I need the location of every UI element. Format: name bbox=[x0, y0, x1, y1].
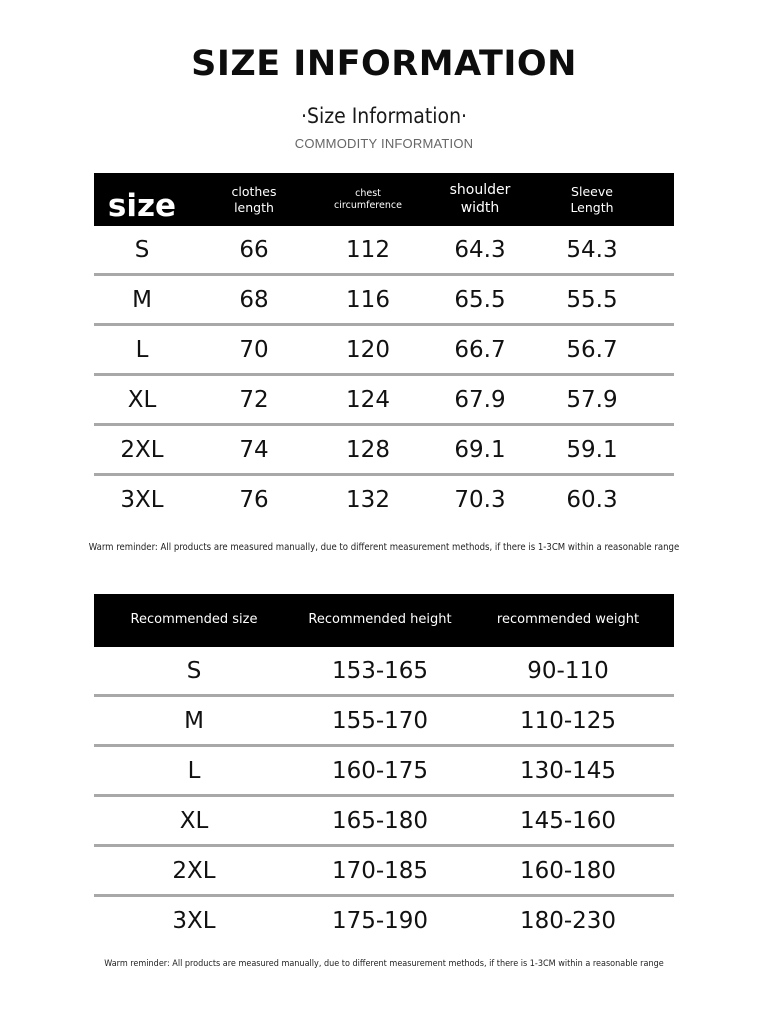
size-cell: 2XL bbox=[120, 436, 164, 463]
table-row bbox=[94, 647, 674, 697]
header-chest-line1: chest bbox=[355, 187, 381, 199]
header-clothes-length-line2: length bbox=[234, 199, 274, 215]
size-cell: 3XL bbox=[120, 486, 164, 513]
chest-cell: 112 bbox=[346, 236, 390, 263]
shoulder-cell: 66.7 bbox=[454, 336, 506, 363]
header-clothes-length bbox=[206, 173, 302, 226]
shoulder-cell: 67.9 bbox=[454, 386, 506, 413]
size-table-header bbox=[94, 173, 674, 226]
header-sleeve-line1: Sleeve bbox=[571, 183, 613, 199]
size-cell: 2XL bbox=[172, 857, 216, 884]
page-caption: COMMODITY INFORMATION bbox=[294, 136, 474, 151]
chest-cell: 120 bbox=[346, 336, 390, 363]
sleeve-cell: 56.7 bbox=[566, 336, 618, 363]
size-cell: L bbox=[187, 757, 201, 784]
table-row bbox=[94, 226, 674, 276]
size-table bbox=[94, 173, 674, 523]
height-cell: 160-175 bbox=[331, 757, 429, 784]
header-size: size bbox=[107, 188, 177, 225]
height-cell: 155-170 bbox=[331, 707, 429, 734]
table-row bbox=[94, 697, 674, 747]
length-cell: 74 bbox=[239, 436, 269, 463]
sleeve-cell: 60.3 bbox=[566, 486, 618, 513]
table-row bbox=[94, 847, 674, 897]
height-cell: 175-190 bbox=[331, 907, 429, 934]
weight-cell: 130-145 bbox=[519, 757, 617, 784]
table-row bbox=[94, 276, 674, 326]
table-row bbox=[94, 426, 674, 476]
length-cell: 70 bbox=[239, 336, 269, 363]
measurement-note: Warm reminder: All products are measured manually, due to different measurement methods, if there is 1-3CM within a reasonable range bbox=[88, 542, 680, 553]
weight-cell: 110-125 bbox=[519, 707, 617, 734]
recommend-table-header bbox=[94, 594, 674, 647]
table-row bbox=[94, 797, 674, 847]
weight-cell: 90-110 bbox=[527, 657, 609, 684]
sleeve-cell: 55.5 bbox=[566, 286, 618, 313]
table-row bbox=[94, 376, 674, 426]
sleeve-cell: 59.1 bbox=[566, 436, 618, 463]
header-sleeve bbox=[542, 173, 642, 226]
size-cell: L bbox=[135, 336, 149, 363]
chest-cell: 128 bbox=[346, 436, 390, 463]
size-cell: S bbox=[186, 657, 202, 684]
header-recommended-size: Recommended size bbox=[130, 612, 258, 628]
table-row bbox=[94, 476, 674, 523]
size-table-body bbox=[94, 226, 674, 523]
size-cell: M bbox=[132, 286, 152, 313]
header-recommended-height: Recommended height bbox=[308, 612, 452, 628]
sleeve-cell: 54.3 bbox=[566, 236, 618, 263]
header-shoulder-line2: width bbox=[460, 199, 500, 216]
page-title: SIZE INFORMATION bbox=[191, 44, 577, 84]
header-shoulder-line1: shoulder bbox=[449, 182, 511, 198]
header-recommended-weight: recommended weight bbox=[496, 612, 640, 628]
size-cell: XL bbox=[127, 386, 157, 413]
chest-cell: 132 bbox=[346, 486, 390, 513]
table-row bbox=[94, 747, 674, 797]
header-chest-line2: circumference bbox=[334, 199, 402, 211]
table-row bbox=[94, 326, 674, 376]
chest-cell: 116 bbox=[346, 286, 390, 313]
height-cell: 165-180 bbox=[331, 807, 429, 834]
length-cell: 76 bbox=[239, 486, 269, 513]
size-cell: 3XL bbox=[172, 907, 216, 934]
length-cell: 68 bbox=[239, 286, 269, 313]
length-cell: 66 bbox=[239, 236, 269, 263]
weight-cell: 180-230 bbox=[519, 907, 617, 934]
header-shoulder bbox=[430, 173, 530, 226]
shoulder-cell: 69.1 bbox=[454, 436, 506, 463]
weight-cell: 160-180 bbox=[519, 857, 617, 884]
weight-cell: 145-160 bbox=[519, 807, 617, 834]
size-cell: M bbox=[184, 707, 204, 734]
header-chest bbox=[318, 173, 418, 226]
header-sleeve-line2: Length bbox=[570, 199, 614, 215]
shoulder-cell: 65.5 bbox=[454, 286, 506, 313]
size-cell: XL bbox=[179, 807, 209, 834]
page-subtitle: ·Size Information· bbox=[300, 104, 468, 128]
height-cell: 153-165 bbox=[331, 657, 429, 684]
table-row bbox=[94, 897, 674, 944]
recommend-table bbox=[94, 594, 674, 944]
size-cell: S bbox=[134, 236, 150, 263]
length-cell: 72 bbox=[239, 386, 269, 413]
shoulder-cell: 70.3 bbox=[454, 486, 506, 513]
recommend-table-body bbox=[94, 647, 674, 944]
chest-cell: 124 bbox=[346, 386, 390, 413]
sleeve-cell: 57.9 bbox=[566, 386, 618, 413]
measurement-note-bottom: Warm reminder: All products are measured manually, due to different measurement methods, if there is 1-3CM within a reasonable range bbox=[104, 959, 664, 969]
height-cell: 170-185 bbox=[331, 857, 429, 884]
header-clothes-length-line1: clothes bbox=[231, 183, 277, 199]
shoulder-cell: 64.3 bbox=[454, 236, 506, 263]
